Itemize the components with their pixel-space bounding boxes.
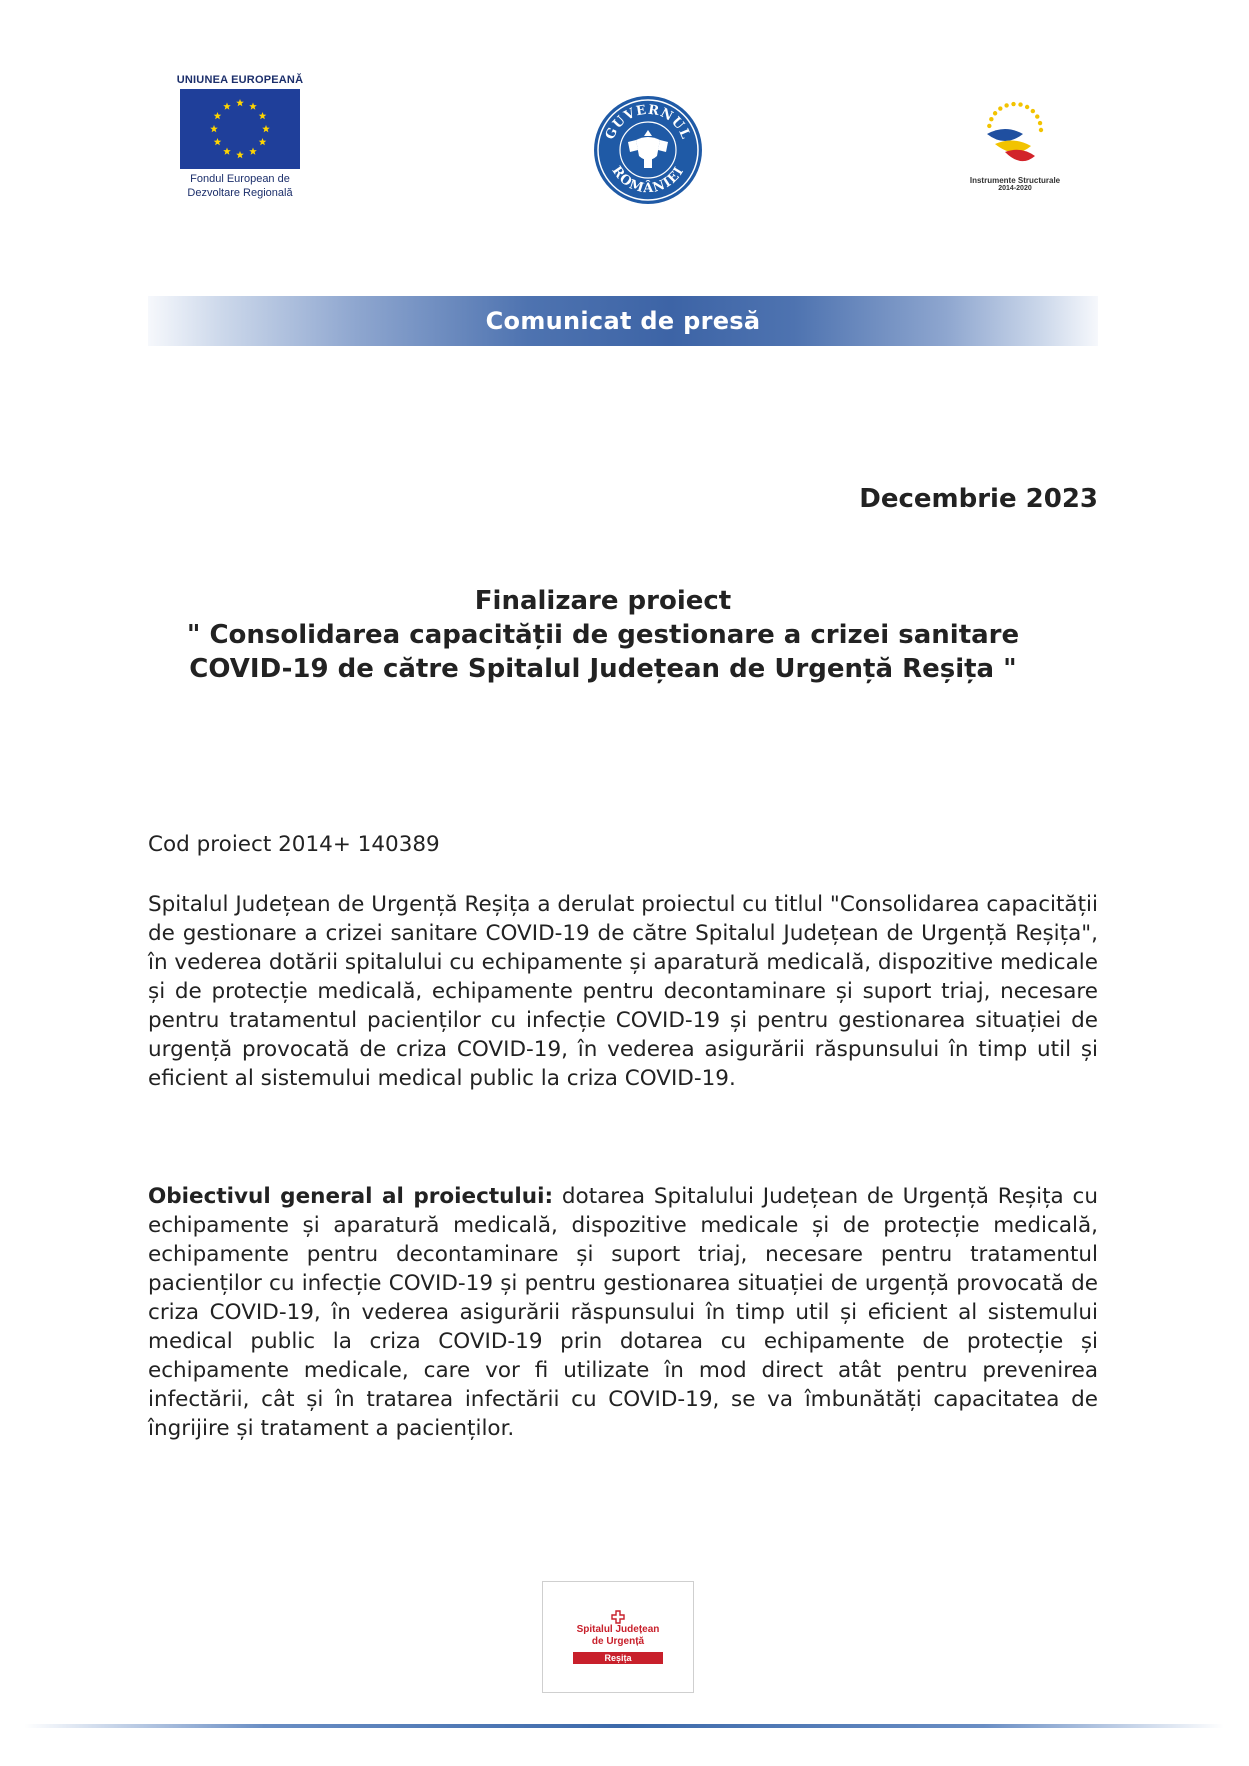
banner-title: Comunicat de presă	[485, 307, 761, 335]
structural-star-icon	[993, 111, 997, 115]
hospital-name-line1: Spitalul Județean	[576, 1624, 660, 1635]
structural-star-icon	[1038, 121, 1042, 125]
press-release-banner	[148, 296, 1098, 346]
eu-logo-top-text: UNIUNEA EUROPEANĂ	[176, 74, 304, 86]
objective-text: dotarea Spitalului Județean de Urgență Reșița cu echipamente și aparatură medicală, dispozitive medicale și de protecție medicală, echipamente pentru decontaminare și suport triaj, necesare pentru tratamentul pacienților cu infecție COVID-19 și pentru gestionarea situației de urgență provocată de criza COVID-19, în vederea asigurării răspunsului în timp util și eficient al sistemului medical public la criza COVID-19 prin dotarea cu echipamente de protecție și echipamente medicale, care vor fi utilizate în mod direct atât pentru prevenirea infectării, cât și în tratarea infectării cu COVID-19, se va îmbunătăți capacitatea de îngrijire și tratament a pacienților.	[148, 1184, 1098, 1441]
structural-star-icon	[998, 106, 1002, 110]
government-seal-icon	[592, 94, 704, 206]
structural-instruments-years: 2014-2020	[998, 185, 1032, 192]
objective-lead: Obiectivul general al proiectului:	[148, 1184, 554, 1209]
project-objective-paragraph	[148, 1182, 1098, 1443]
eu-logo-fund-name	[172, 172, 308, 200]
structural-instruments-logo	[960, 94, 1070, 192]
structural-star-icon	[989, 117, 993, 121]
hospital-name-line2: de Urgență	[591, 1636, 645, 1647]
hospital-logo	[542, 1581, 694, 1693]
eu-logo	[172, 74, 308, 200]
structural-star-icon	[1018, 102, 1022, 106]
structural-star-icon	[1025, 105, 1029, 109]
medical-cross-icon	[611, 1610, 625, 1624]
eu-logo-fund-line2: Dezvoltare Regională	[187, 187, 293, 199]
document-title	[148, 584, 1058, 686]
seal-bottom-text: ROMÂNIEI	[608, 163, 688, 197]
title-line-3: COVID-19 de către Spitalul Județean de Urgență Reșița "	[189, 654, 1017, 684]
title-line-2: " Consolidarea capacității de gestionare a crizei sanitare	[186, 620, 1020, 650]
structural-instruments-name: Instrumente Structurale	[969, 176, 1061, 185]
structural-star-icon	[1011, 102, 1015, 106]
structural-star-icon	[1039, 128, 1043, 132]
release-date: Decembrie 2023	[859, 484, 1098, 514]
eu-flag-icon	[180, 89, 300, 169]
structural-star-icon	[1035, 114, 1039, 118]
structural-star-icon	[987, 124, 991, 128]
structural-star-icon	[1031, 109, 1035, 113]
eu-logo-fund-line1: Fondul European de	[190, 173, 290, 185]
footer-divider	[24, 1724, 1224, 1728]
project-description-paragraph: Spitalul Județean de Urgență Reșița a derulat proiectul cu titlul "Consolidarea capacității de gestionare a crizei sanitare COVID-19 de către Spitalul Județean de Urgență Reșița", în vederea dotării spitalului cu echipamente și aparatură medicală, dispozitive medicale și de protecție medicală, echipamente pentru decontaminare și suport triaj, necesare pentru tratamentul pacienților cu infecție COVID-19 și pentru gestionarea situației de urgență provocată de criza COVID-19, în vederea asigurării răspunsului în timp util și eficient al sistemului medical public la criza COVID-19.	[148, 892, 1098, 1091]
title-line-1: Finalizare proiect	[474, 586, 732, 616]
seal-top-text: GUVERNUL	[602, 102, 694, 142]
structural-instruments-icon	[975, 94, 1055, 174]
project-code: Cod proiect 2014+ 140389	[148, 832, 440, 857]
hospital-city-label: Reșița	[573, 1652, 663, 1664]
structural-star-icon	[1004, 103, 1008, 107]
